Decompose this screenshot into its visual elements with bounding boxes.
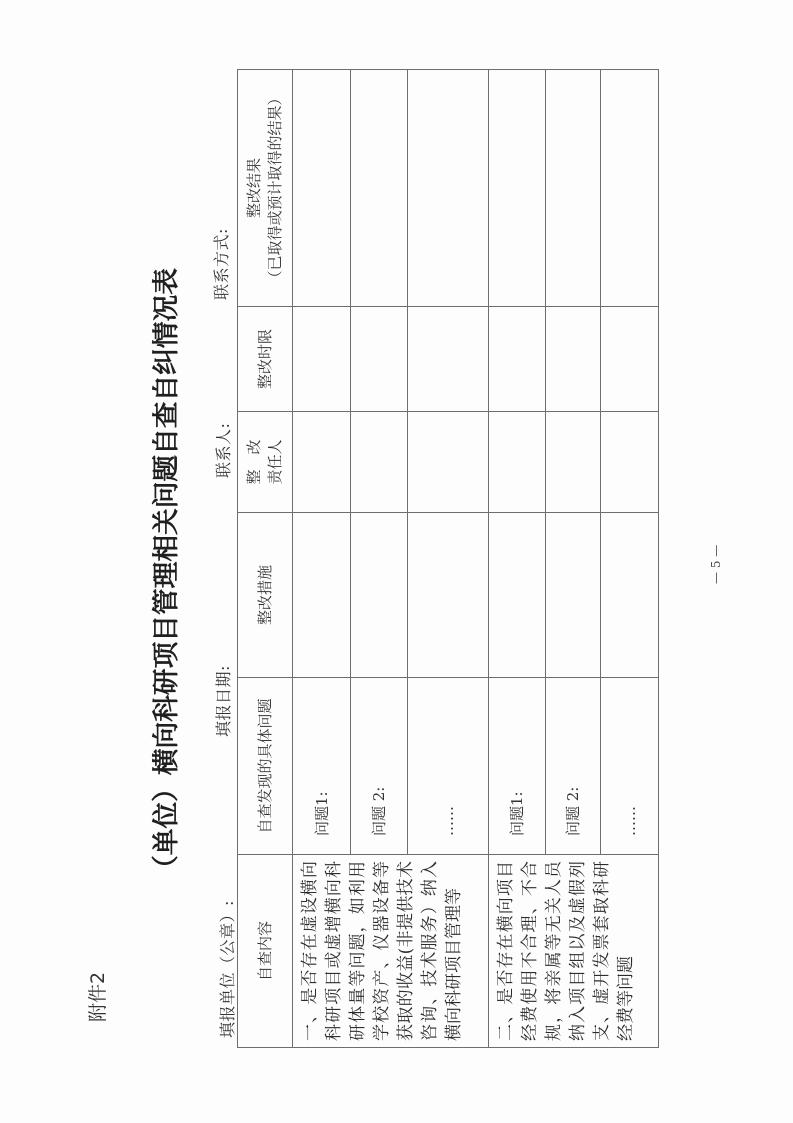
- self-inspection-table: [237, 69, 659, 1048]
- header-responsible-person-line1: 整改: [245, 439, 263, 485]
- reporting-unit-label: 填报单位（公章）:: [218, 900, 237, 1038]
- deadline-cell: [489, 307, 546, 412]
- table-header-row: [238, 70, 293, 1048]
- deadline-cell: [293, 307, 351, 412]
- problem-cell: ……: [601, 678, 659, 855]
- deadline-cell: [546, 307, 601, 412]
- problem-cell: 问题1:: [293, 678, 351, 855]
- inspection-item-1: 一、是否存在虚设横向科研项目或虚增横向科研体量等问题，如利用学校资产、仪器设备等获取的收益(非提供技术咨询、技术服务）纳入横向科研项目管理等: [293, 855, 489, 1048]
- measures-cell: [546, 513, 601, 678]
- result-cell: [489, 70, 546, 307]
- measures-cell: [601, 513, 659, 678]
- reporting-date-label: 填报日期:: [214, 665, 233, 737]
- problem-cell: ……: [408, 678, 489, 855]
- table-row: [293, 70, 351, 1048]
- responsible-person-cell: [408, 412, 489, 513]
- header-rectification-measures: 整改措施: [238, 513, 293, 678]
- result-cell: [351, 70, 408, 307]
- result-cell: [546, 70, 601, 307]
- attachment-label: 附件2: [87, 971, 109, 1022]
- header-responsible-person: [238, 412, 293, 513]
- header-specific-problems: 自查发现的具体问题: [238, 678, 293, 855]
- problem-cell: 问题 2:: [546, 678, 601, 855]
- header-result-note: （已取得或预计取得的结果）: [266, 90, 284, 286]
- table-row: [489, 70, 546, 1048]
- responsible-person-cell: [293, 412, 351, 513]
- inspection-item-2: 二、是否存在横向项目经费使用不合理、不合规，将亲属等无关人员纳入项目组以及虚假列支、虚开发票套取科研经费等问题: [489, 855, 659, 1048]
- responsible-person-cell: [351, 412, 408, 513]
- result-cell: [293, 70, 351, 307]
- header-responsible-person-line2: 责任人: [266, 439, 284, 485]
- measures-cell: [351, 513, 408, 678]
- document-title: （单位）横向科研项目管理相关问题自查自纠情况表: [151, 268, 182, 882]
- measures-cell: [489, 513, 546, 678]
- contact-person-label: 联系人:: [214, 422, 233, 478]
- result-cell: [408, 70, 489, 307]
- measures-cell: [408, 513, 489, 678]
- responsible-person-cell: [546, 412, 601, 513]
- page-number: — 5 —: [709, 544, 723, 584]
- problem-cell: 问题1:: [489, 678, 546, 855]
- header-rectification-deadline: 整改时限: [238, 307, 293, 412]
- header-self-inspection-content: 自查内容: [238, 855, 293, 1048]
- result-cell: [601, 70, 659, 307]
- contact-method-label: 联系方式:: [212, 228, 231, 300]
- deadline-cell: [408, 307, 489, 412]
- problem-cell: 问题 2:: [351, 678, 408, 855]
- header-result-title: 整改结果: [245, 158, 263, 219]
- deadline-cell: [351, 307, 408, 412]
- measures-cell: [293, 513, 351, 678]
- deadline-cell: [601, 307, 659, 412]
- responsible-person-cell: [489, 412, 546, 513]
- header-rectification-result: [238, 70, 293, 307]
- responsible-person-cell: [601, 412, 659, 513]
